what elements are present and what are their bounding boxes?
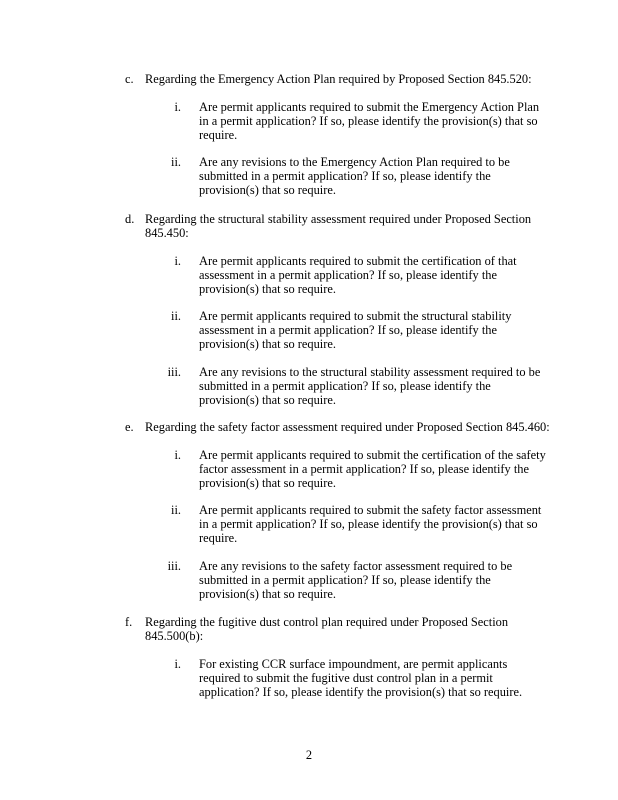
item-c-label: c. [125, 72, 134, 86]
item-e-iii-num: iii. [167, 559, 181, 573]
item-e-i-text: Are permit applicants required to submit the certification of the safety factor assessment in a permit application? If so, please identify the provision(s) that so require. [199, 448, 546, 491]
item-d-label: d. [125, 212, 135, 226]
item-d-ii-num: ii. [171, 309, 181, 323]
item-d-ii-text: Are permit applicants required to submit the structural stability assessment in a permit application? If so, please identify the provision(s) that so require. [199, 309, 512, 352]
item-c-ii-text: Are any revisions to the Emergency Action Plan required to be submitted in a permit application? If so, please identify the provision(s) that so require. [199, 155, 510, 198]
item-c-i-text: Are permit applicants required to submit the Emergency Action Plan in a permit application? If so, please identify the provision(s) that so require. [199, 100, 540, 143]
item-e-iii-text: Are any revisions to the safety factor assessment required to be submitted in a permit application? If so, please identify the provision(s) that so require. [199, 559, 513, 602]
item-c-text: Regarding the Emergency Action Plan required by Proposed Section 845.520: [145, 72, 532, 86]
item-e-i-num: i. [174, 448, 181, 462]
item-d-text: Regarding the structural stability assessment required under Proposed Section 845.450: [145, 212, 532, 241]
item-d-i-text: Are permit applicants required to submit the certification of that assessment in a permit application? If so, please identify the provision(s) that so require. [199, 254, 517, 297]
item-f-label: f. [125, 615, 133, 629]
item-f-i-num: i. [174, 657, 181, 671]
item-c-i-num: i. [174, 100, 181, 114]
item-f-i-text: For existing CCR surface impoundment, are permit applicants required to submit the fugitive dust control plan in a permit application? If so, please identify the provision(s) that so require. [199, 657, 523, 700]
item-f-text: Regarding the fugitive dust control plan required under Proposed Section 845.500(b): [145, 615, 509, 644]
item-d-iii-text: Are any revisions to the structural stability assessment required to be submitted in a permit application? If so, please identify the provision(s) that so require. [199, 365, 541, 408]
item-e-ii-num: ii. [171, 503, 181, 517]
item-e-label: e. [125, 420, 134, 434]
page-number: 2 [305, 748, 313, 762]
item-d-i-num: i. [174, 254, 181, 268]
item-e-ii-text: Are permit applicants required to submit the safety factor assessment in a permit application? If so, please identify the provision(s) that so require. [199, 503, 542, 546]
item-c-ii-num: ii. [171, 155, 181, 169]
item-d-iii-num: iii. [167, 365, 181, 379]
item-e-text: Regarding the safety factor assessment required under Proposed Section 845.460: [145, 420, 550, 434]
